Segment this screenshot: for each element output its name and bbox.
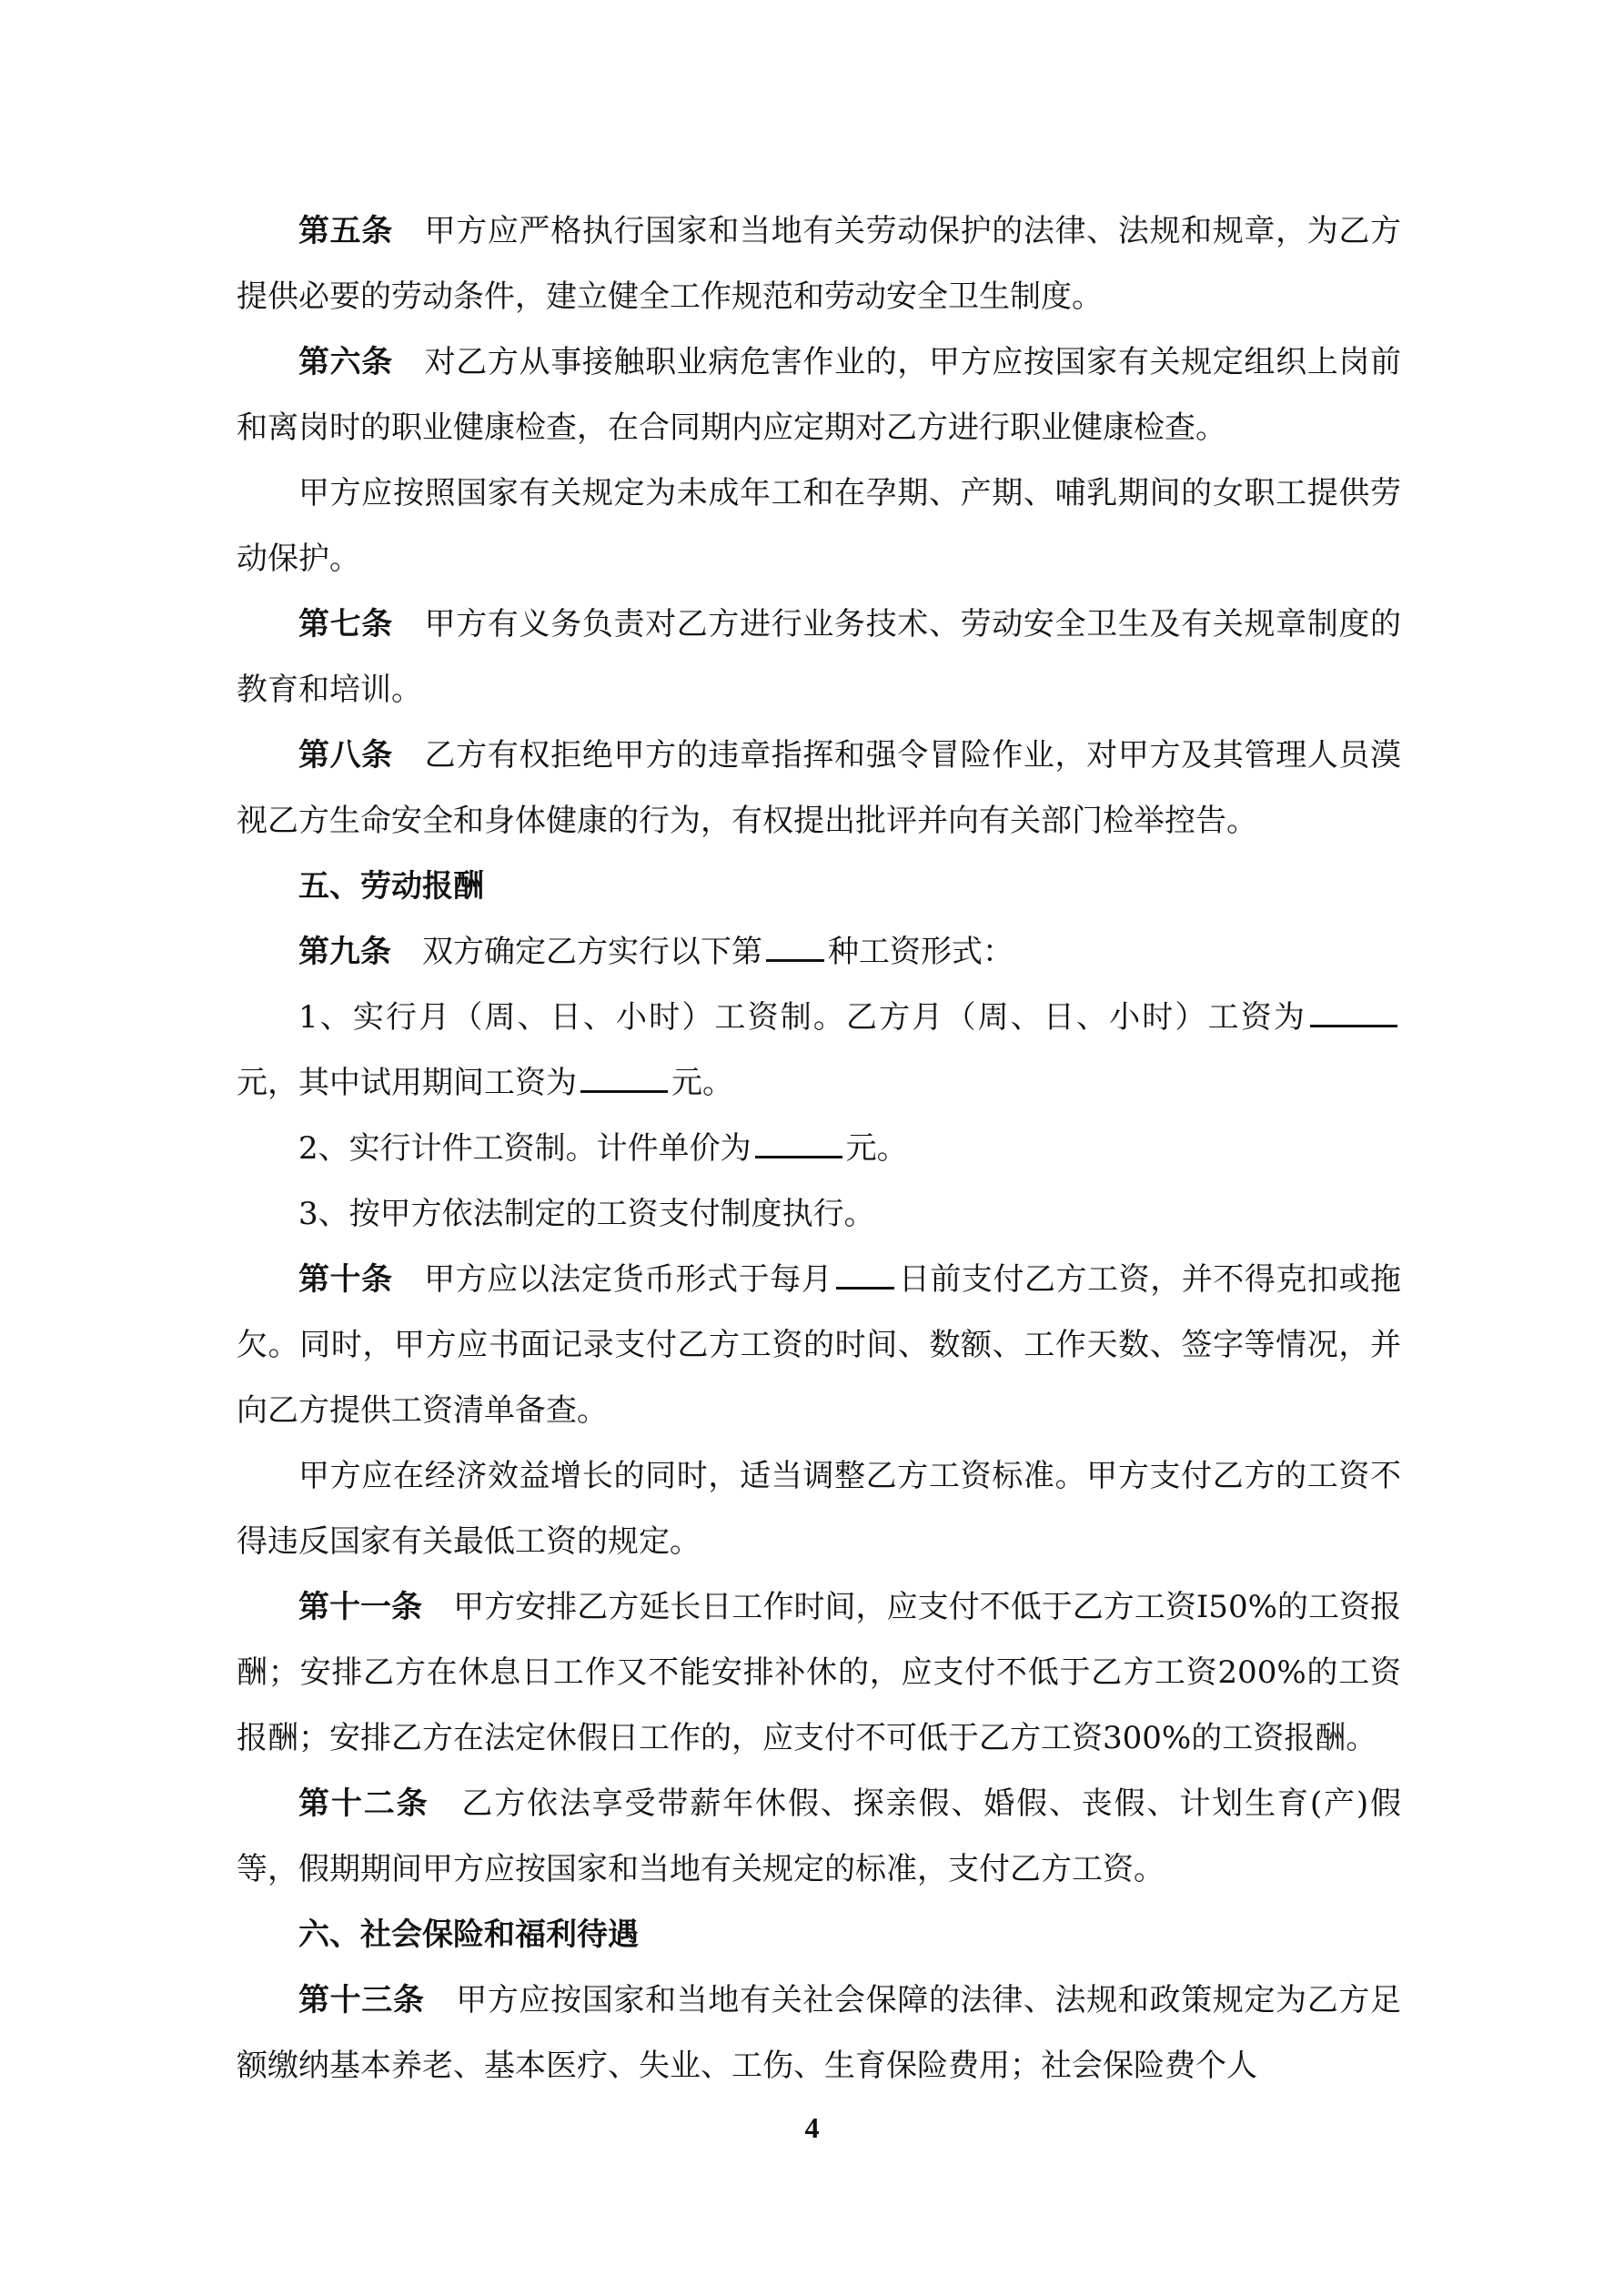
- fill-in-blank[interactable]: [836, 1259, 894, 1290]
- item-text: 1、实行月（周、日、小时）工资制。乙方月（周、日、小时）工资为: [298, 999, 1306, 1036]
- article-label: 第七条: [298, 606, 393, 642]
- article-8: [237, 723, 1401, 854]
- item-text: 2、实行计件工资制。计件单价为: [298, 1130, 751, 1167]
- fill-in-blank[interactable]: [755, 1128, 842, 1158]
- article-label: 第六条: [298, 344, 393, 380]
- article-9: [237, 919, 1401, 985]
- article-label: 第五条: [298, 213, 393, 249]
- article-label: 第十二条: [298, 1785, 429, 1822]
- article-label: 第十一条: [298, 1589, 423, 1625]
- paragraph-text: 甲方应在经济效益增长的同时，适当调整乙方工资标准。甲方支付乙方的工资不得违反国家有关最低工资的规定。: [237, 1458, 1401, 1560]
- article-text: 甲方应按国家和当地有关社会保障的法律、法规和政策规定为乙方足额缴纳基本养老、基本医疗、失业、工伤、生育保险费用；社会保险费个人: [237, 1982, 1402, 2084]
- article-10: [237, 1247, 1401, 1443]
- article-text: 双方确定乙方实行以下第: [422, 934, 762, 970]
- paragraph-text: 甲方应按照国家有关规定为未成年工和在孕期、产期、哺乳期间的女职工提供劳动保护。: [237, 475, 1401, 577]
- article-text: 甲方应以法定货币形式于每月: [423, 1261, 833, 1298]
- contract-body: [237, 198, 1401, 2099]
- item-text: 元。: [671, 1065, 733, 1101]
- article-6: [237, 329, 1401, 460]
- wage-option-1: [237, 985, 1401, 1116]
- wage-option-2: [237, 1116, 1401, 1181]
- article-10-paragraph-2: [237, 1443, 1401, 1574]
- article-label: 第八条: [298, 737, 393, 774]
- fill-in-blank[interactable]: [580, 1063, 668, 1093]
- fill-in-blank[interactable]: [766, 932, 824, 962]
- section-heading-social-insurance: 六、社会保险和福利待遇: [298, 1917, 639, 1953]
- wage-option-3: [237, 1181, 1401, 1247]
- item-text: 元。: [845, 1130, 908, 1167]
- article-text: 乙方依法享受带薪年休假、探亲假、婚假、丧假、计划生育(产)假等，假期期间甲方应按国家和当地有关规定的标准，支付乙方工资。: [237, 1785, 1401, 1887]
- article-5: [237, 198, 1401, 329]
- article-text: 乙方有权拒绝甲方的违章指挥和强令冒险作业，对甲方及其管理人员漠视乙方生命安全和身体健康的行为，有权提出批评并向有关部门检举控告。: [237, 737, 1402, 839]
- article-11: [237, 1574, 1401, 1771]
- article-label: 第九条: [298, 934, 391, 970]
- item-text: 元，其中试用期间工资为: [237, 1065, 577, 1101]
- article-text: 甲方有义务负责对乙方进行业务技术、劳动安全卫生及有关规章制度的教育和培训。: [237, 606, 1402, 708]
- article-text: 甲方应严格执行国家和当地有关劳动保护的法律、法规和规章，为乙方提供必要的劳动条件，建立健全工作规范和劳动安全卫生制度。: [237, 213, 1402, 315]
- page-number: 4: [804, 2111, 820, 2144]
- item-text: 3、按甲方依法制定的工资支付制度执行。: [298, 1196, 875, 1232]
- article-12: [237, 1771, 1401, 1902]
- article-7: [237, 592, 1401, 723]
- article-text: 甲方安排乙方延长日工作时间，应支付不低于乙方工资I50%的工资报酬；安排乙方在休息日工作又不能安排补休的，应支付不低于乙方工资200%的工资报酬；安排乙方在法定休假日工作的，应支付不可低于乙方工资300%的工资报酬。: [237, 1589, 1402, 1756]
- article-text: 对乙方从事接触职业病危害作业的，甲方应按国家有关规定组织上岗前和离岗时的职业健康检查，在合同期内应定期对乙方进行职业健康检查。: [237, 344, 1402, 446]
- article-label: 第十条: [298, 1261, 393, 1298]
- article-label: 第十三条: [298, 1982, 425, 2018]
- article-text: 种工资形式：: [828, 934, 1014, 970]
- article-6-paragraph-2: [237, 460, 1401, 592]
- fill-in-blank[interactable]: [1310, 997, 1397, 1027]
- article-13: [237, 1967, 1401, 2099]
- article-text: 日前支付乙方工资，并不得克扣或拖欠。同时，甲方应书面记录支付乙方工资的时间、数额、工作天数、签字等情况，并向乙方提供工资清单备查。: [237, 1261, 1402, 1429]
- section-heading-labor-pay: 五、劳动报酬: [298, 868, 484, 905]
